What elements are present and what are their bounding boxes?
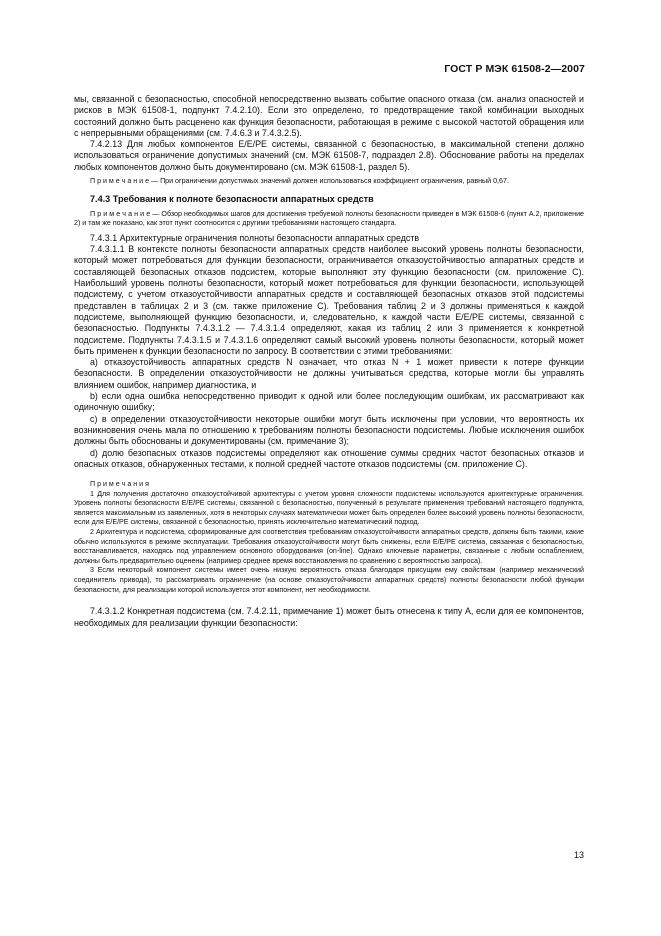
paragraph-7-4-3-1-1: 7.4.3.1.1 В контексте полноты безопасности аппаратных средств наиболее высокий уровень полноты безопасности, который может потребоваться для функции безопасности, ограничивается отказоустойчивостью аппаратных средств и составляющей безопасных отказов подсистем, которые выполняют эту функцию безопасности (см. приложение С). Наибольший уровень полноты безопасности, который может потребоваться для функции безопасности, использующей подсистему, с учетом отказоустойчивости аппаратных средств и составляющей безопасных отказов этой подсистемы представлен в таблицах 2 и 3 (см. также приложение С). Требования таблиц 2 и 3 должны применяться к каждой подсистеме, выполняющей функцию безопасности, и, следовательно, к каждой части E/E/PE системы, связанной с безопасностью. Подпункты 7.4.3.1.2 — 7.4.3.1.4 определяют, какая из таблиц 2 или 3 применяется к конкретной подсистеме. Подпункты 7.4.3.1.5 и 7.4.3.1.6 определяют самый высокий уровень полноты безопасности, который может быть применен к функции безопасности по запросу. В соответствии с этими требованиями: <box>74 244 584 356</box>
note-1: 1 Для получения достаточно отказоустойчивой архитектуры с учетом уровня сложности подсистемы используются архитектурные ограничения. Уровень полноты безопасности E/E/PE системы, связанной с безопасностью, полученный в результате применения требований настоящего подпункта, является максимальным из заявленных, хотя в некоторых случаях математически может быть определен более высокий уровень полноты безопасности, если для E/E/PE системы, связанной с безопасностью, принять исключительно математический подход. <box>74 489 584 527</box>
paragraph-continuation: мы, связанной с безопасностью, способной непосредственно вызвать событие опасного отказа (см. анализ опасностей и рисков в МЭК 61508-1, подпункт 7.4.2.10). Если это определено, то предотвращение такой комбинации выходных состояний должно быть расценено как функция безопасности, работающая в режиме с высокой частотой обращения или с непрерывными обращениями (см. 7.4.6.3 и 7.4.3.2.5). <box>74 94 584 138</box>
note-limits: П р и м е ч а н и е — При ограничении допустимых значений должен использоваться коэффициент ограничения, равный 0,67. <box>90 177 509 186</box>
note-3: 3 Если некоторый компонент системы имеет очень низкую вероятность отказа благодаря присущим ему свойствам (например механический соединитель привода), то рассматривать ограничение (на основе отказоустойчивости аппаратных средств) полноты безопасности любой функции безопасности, для реализации которой используется этот компонент, нет необходимости. <box>74 566 584 594</box>
list-item-a: а) отказоустойчивость аппаратных средств N означает, что отказ N + 1 может привести к потере функции безопасности. В определении отказоустойчивости не должны учитываться средства, которые могли бы управлять влиянием ошибок, например диагностика, и <box>74 357 584 390</box>
page-content <box>74 94 584 629</box>
paragraph-7-4-3-1: 7.4.3.1 Архитектурные ограничения полноты безопасности аппаратных средств <box>90 232 420 243</box>
paragraph-7-4-3-1-2: 7.4.3.1.2 Конкретная подсистема (см. 7.4.2.11, примечание 1) может быть отнесена к типу А, если для ее компонентов, необходимых для реализации функции безопасности: <box>74 606 584 628</box>
standard-header: ГОСТ Р МЭК 61508-2—2007 <box>444 63 585 75</box>
page-number: 13 <box>573 850 584 860</box>
list-item-b: b) если одна ошибка непосредственно приводит к одной или более последующим ошибкам, их рассматривают как одиночную ошибку; <box>74 391 584 413</box>
list-item-c: c) в определении отказоустойчивости некоторые ошибки могут быть исключены при условии, что вероятность их возникновения очень мала по отношению к требованиям полноты безопасности подсистемы. Любые исключения ошибок должны быть обоснованы и документированы (см. примечание 3); <box>74 413 584 447</box>
paragraph-7-4-2-13: 7.4.2.13 Для любых компонентов E/E/PE системы, связанной с безопасностью, в максимальной степени должно использоваться ограничение допустимых значений (см. МЭК 61508-7, подраздел 2.8). Обоснование работы на пределах любых компонентов должно быть документировано (см. МЭК 61508-1, раздел 5). <box>74 139 584 172</box>
note-2: 2 Архитектура и подсистема, сформированные для соответствия требованиям отказоустойчивости аппаратных средств, должны быть такими, какие обычно используются в режиме эксплуатации. Требования отказоустойчивости могут быть снижены, если E/E/PE система, связанная с безопасностью, восстанавливается, находясь под управлением основного оборудования (on-line). Однако ключевые параметры, связанные с любым ослаблением, должны быть предварительно оценены (например среднее время восстановления по сравнению с вероятностью запроса). <box>74 528 584 565</box>
section-heading-7-4-3: 7.4.3 Требования к полноте безопасности аппаратных средств <box>90 193 374 204</box>
note-overview: П р и м е ч а н и е — Обзор необходимых шагов для достижения требуемой полноты безопасности приведен в МЭК 61508-6 (пункт А.2, приложение 2) и там же показано, как этот пункт соотносится с другими требованиями настоящего стандарта. <box>74 209 584 228</box>
list-item-d: d) долю безопасных отказов подсистемы определяют как отношение суммы средних частот безопасных отказов и опасных отказов, обнаруженных тестами, к полной средней частоте отказов подсистемы (см. приложение С). <box>74 447 584 469</box>
notes-title: П р и м е ч а н и я <box>90 480 149 489</box>
